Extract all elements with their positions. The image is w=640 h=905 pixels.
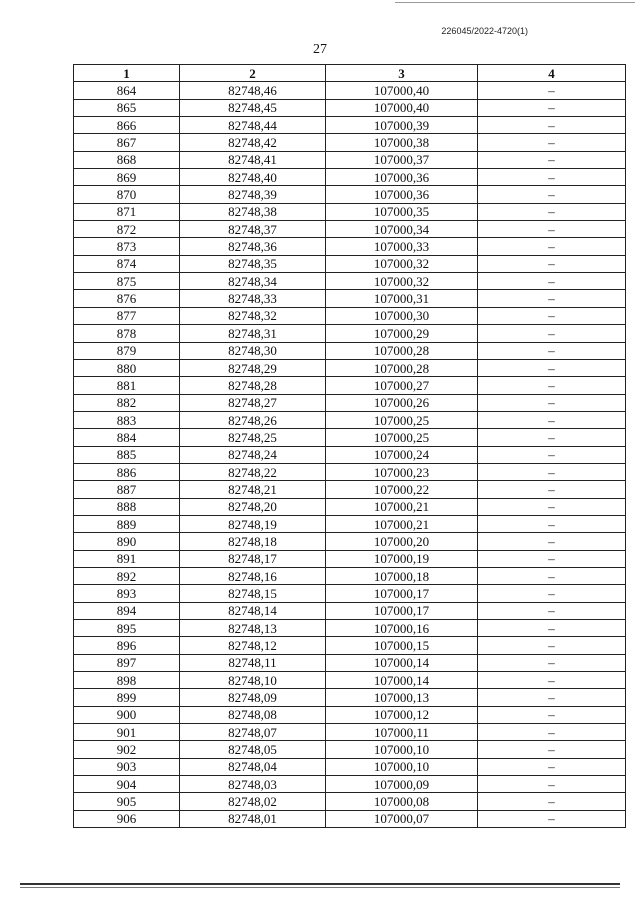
point-number-cell: 900 [74, 706, 180, 723]
x-coordinate-cell: 82748,17 [180, 550, 326, 567]
table-row [74, 602, 626, 619]
document-id: 226045/2022-4720(1) [441, 26, 528, 36]
point-number-cell: 879 [74, 342, 180, 359]
table-row [74, 654, 626, 671]
y-coordinate-cell: 107000,15 [326, 637, 478, 654]
point-number-cell: 870 [74, 186, 180, 203]
point-number-cell: 898 [74, 672, 180, 689]
y-coordinate-cell: 107000,18 [326, 567, 478, 584]
x-coordinate-cell: 82748,05 [180, 741, 326, 758]
point-number-cell: 896 [74, 637, 180, 654]
x-coordinate-cell: 82748,34 [180, 273, 326, 290]
table-row [74, 567, 626, 584]
note-cell: – [478, 342, 626, 359]
x-coordinate-cell: 82748,09 [180, 689, 326, 706]
note-cell: – [478, 620, 626, 637]
note-cell: – [478, 810, 626, 827]
y-coordinate-cell: 107000,07 [326, 810, 478, 827]
point-number-cell: 902 [74, 741, 180, 758]
point-number-cell: 905 [74, 793, 180, 810]
y-coordinate-cell: 107000,27 [326, 377, 478, 394]
table-row [74, 498, 626, 515]
table-row [74, 706, 626, 723]
point-number-cell: 904 [74, 776, 180, 793]
y-coordinate-cell: 107000,08 [326, 793, 478, 810]
x-coordinate-cell: 82748,31 [180, 325, 326, 342]
y-coordinate-cell: 107000,25 [326, 429, 478, 446]
x-coordinate-cell: 82748,12 [180, 637, 326, 654]
x-coordinate-cell: 82748,29 [180, 359, 326, 376]
table-header-row [74, 65, 626, 82]
table-row [74, 255, 626, 272]
point-number-cell: 864 [74, 82, 180, 99]
y-coordinate-cell: 107000,34 [326, 221, 478, 238]
coordinates-table [73, 64, 626, 828]
point-number-cell: 874 [74, 255, 180, 272]
y-coordinate-cell: 107000,23 [326, 463, 478, 480]
x-coordinate-cell: 82748,19 [180, 515, 326, 532]
x-coordinate-cell: 82748,16 [180, 567, 326, 584]
point-number-cell: 866 [74, 117, 180, 134]
point-number-cell: 876 [74, 290, 180, 307]
top-edge-rule [395, 2, 635, 3]
table-row [74, 169, 626, 186]
note-cell: – [478, 533, 626, 550]
x-coordinate-cell: 82748,36 [180, 238, 326, 255]
x-coordinate-cell: 82748,40 [180, 169, 326, 186]
point-number-cell: 868 [74, 151, 180, 168]
y-coordinate-cell: 107000,28 [326, 342, 478, 359]
table-row [74, 533, 626, 550]
note-cell: – [478, 758, 626, 775]
note-cell: – [478, 706, 626, 723]
point-number-cell: 884 [74, 429, 180, 446]
x-coordinate-cell: 82748,18 [180, 533, 326, 550]
note-cell: – [478, 793, 626, 810]
x-coordinate-cell: 82748,04 [180, 758, 326, 775]
x-coordinate-cell: 82748,28 [180, 377, 326, 394]
y-coordinate-cell: 107000,32 [326, 255, 478, 272]
y-coordinate-cell: 107000,37 [326, 151, 478, 168]
x-coordinate-cell: 82748,11 [180, 654, 326, 671]
table-row [74, 585, 626, 602]
x-coordinate-cell: 82748,27 [180, 394, 326, 411]
x-coordinate-cell: 82748,30 [180, 342, 326, 359]
point-number-cell: 891 [74, 550, 180, 567]
y-coordinate-cell: 107000,30 [326, 307, 478, 324]
y-coordinate-cell: 107000,16 [326, 620, 478, 637]
table-row [74, 290, 626, 307]
y-coordinate-cell: 107000,28 [326, 359, 478, 376]
note-cell: – [478, 238, 626, 255]
x-coordinate-cell: 82748,37 [180, 221, 326, 238]
x-coordinate-cell: 82748,42 [180, 134, 326, 151]
table-row [74, 689, 626, 706]
note-cell: – [478, 429, 626, 446]
note-cell: – [478, 186, 626, 203]
note-cell: – [478, 377, 626, 394]
note-cell: – [478, 117, 626, 134]
x-coordinate-cell: 82748,10 [180, 672, 326, 689]
y-coordinate-cell: 107000,13 [326, 689, 478, 706]
y-coordinate-cell: 107000,31 [326, 290, 478, 307]
note-cell: – [478, 498, 626, 515]
note-cell: – [478, 481, 626, 498]
table-row [74, 429, 626, 446]
table-row [74, 672, 626, 689]
table-row [74, 134, 626, 151]
y-coordinate-cell: 107000,10 [326, 758, 478, 775]
note-cell: – [478, 394, 626, 411]
point-number-cell: 871 [74, 203, 180, 220]
y-coordinate-cell: 107000,33 [326, 238, 478, 255]
y-coordinate-cell: 107000,17 [326, 585, 478, 602]
note-cell: – [478, 689, 626, 706]
x-coordinate-cell: 82748,20 [180, 498, 326, 515]
table-row [74, 117, 626, 134]
table-row [74, 221, 626, 238]
x-coordinate-cell: 82748,02 [180, 793, 326, 810]
note-cell: – [478, 567, 626, 584]
point-number-cell: 892 [74, 567, 180, 584]
point-number-cell: 901 [74, 724, 180, 741]
note-cell: – [478, 221, 626, 238]
note-cell: – [478, 637, 626, 654]
x-coordinate-cell: 82748,39 [180, 186, 326, 203]
x-coordinate-cell: 82748,07 [180, 724, 326, 741]
point-number-cell: 878 [74, 325, 180, 342]
point-number-cell: 887 [74, 481, 180, 498]
note-cell: – [478, 741, 626, 758]
note-cell: – [478, 654, 626, 671]
x-coordinate-cell: 82748,25 [180, 429, 326, 446]
table-row [74, 377, 626, 394]
column-header-3: 3 [326, 65, 478, 82]
table-row [74, 151, 626, 168]
point-number-cell: 872 [74, 221, 180, 238]
table-row [74, 186, 626, 203]
table-row [74, 273, 626, 290]
y-coordinate-cell: 107000,12 [326, 706, 478, 723]
y-coordinate-cell: 107000,24 [326, 446, 478, 463]
point-number-cell: 865 [74, 99, 180, 116]
x-coordinate-cell: 82748,44 [180, 117, 326, 134]
table-row [74, 620, 626, 637]
y-coordinate-cell: 107000,40 [326, 99, 478, 116]
point-number-cell: 886 [74, 463, 180, 480]
note-cell: – [478, 290, 626, 307]
point-number-cell: 906 [74, 810, 180, 827]
x-coordinate-cell: 82748,24 [180, 446, 326, 463]
point-number-cell: 888 [74, 498, 180, 515]
note-cell: – [478, 463, 626, 480]
note-cell: – [478, 776, 626, 793]
x-coordinate-cell: 82748,14 [180, 602, 326, 619]
table-row [74, 515, 626, 532]
point-number-cell: 889 [74, 515, 180, 532]
x-coordinate-cell: 82748,41 [180, 151, 326, 168]
table-row [74, 463, 626, 480]
x-coordinate-cell: 82748,46 [180, 82, 326, 99]
x-coordinate-cell: 82748,38 [180, 203, 326, 220]
table-row [74, 99, 626, 116]
point-number-cell: 873 [74, 238, 180, 255]
x-coordinate-cell: 82748,13 [180, 620, 326, 637]
x-coordinate-cell: 82748,08 [180, 706, 326, 723]
point-number-cell: 875 [74, 273, 180, 290]
table-row [74, 325, 626, 342]
point-number-cell: 893 [74, 585, 180, 602]
x-coordinate-cell: 82748,15 [180, 585, 326, 602]
table-body [74, 82, 626, 828]
table-row [74, 411, 626, 428]
point-number-cell: 897 [74, 654, 180, 671]
point-number-cell: 867 [74, 134, 180, 151]
y-coordinate-cell: 107000,25 [326, 411, 478, 428]
x-coordinate-cell: 82748,03 [180, 776, 326, 793]
column-header-2: 2 [180, 65, 326, 82]
y-coordinate-cell: 107000,21 [326, 498, 478, 515]
point-number-cell: 895 [74, 620, 180, 637]
point-number-cell: 899 [74, 689, 180, 706]
note-cell: – [478, 515, 626, 532]
point-number-cell: 877 [74, 307, 180, 324]
note-cell: – [478, 255, 626, 272]
y-coordinate-cell: 107000,22 [326, 481, 478, 498]
table-row [74, 307, 626, 324]
y-coordinate-cell: 107000,35 [326, 203, 478, 220]
column-header-1: 1 [74, 65, 180, 82]
table-row [74, 637, 626, 654]
y-coordinate-cell: 107000,36 [326, 169, 478, 186]
note-cell: – [478, 585, 626, 602]
note-cell: – [478, 203, 626, 220]
y-coordinate-cell: 107000,21 [326, 515, 478, 532]
y-coordinate-cell: 107000,17 [326, 602, 478, 619]
y-coordinate-cell: 107000,10 [326, 741, 478, 758]
point-number-cell: 885 [74, 446, 180, 463]
y-coordinate-cell: 107000,11 [326, 724, 478, 741]
point-number-cell: 903 [74, 758, 180, 775]
point-number-cell: 880 [74, 359, 180, 376]
y-coordinate-cell: 107000,36 [326, 186, 478, 203]
note-cell: – [478, 672, 626, 689]
table-row [74, 342, 626, 359]
note-cell: – [478, 169, 626, 186]
y-coordinate-cell: 107000,39 [326, 117, 478, 134]
note-cell: – [478, 359, 626, 376]
point-number-cell: 881 [74, 377, 180, 394]
table-row [74, 446, 626, 463]
note-cell: – [478, 724, 626, 741]
x-coordinate-cell: 82748,45 [180, 99, 326, 116]
bottom-edge-rule [20, 883, 620, 885]
x-coordinate-cell: 82748,32 [180, 307, 326, 324]
x-coordinate-cell: 82748,33 [180, 290, 326, 307]
y-coordinate-cell: 107000,20 [326, 533, 478, 550]
y-coordinate-cell: 107000,26 [326, 394, 478, 411]
page-number: 27 [313, 42, 327, 57]
table-row [74, 810, 626, 827]
note-cell: – [478, 307, 626, 324]
column-header-4: 4 [478, 65, 626, 82]
table-row [74, 550, 626, 567]
table-row [74, 82, 626, 99]
point-number-cell: 883 [74, 411, 180, 428]
bottom-edge-rule-thin [20, 887, 620, 888]
y-coordinate-cell: 107000,40 [326, 82, 478, 99]
point-number-cell: 869 [74, 169, 180, 186]
x-coordinate-cell: 82748,35 [180, 255, 326, 272]
note-cell: – [478, 411, 626, 428]
y-coordinate-cell: 107000,09 [326, 776, 478, 793]
x-coordinate-cell: 82748,22 [180, 463, 326, 480]
note-cell: – [478, 550, 626, 567]
note-cell: – [478, 325, 626, 342]
y-coordinate-cell: 107000,29 [326, 325, 478, 342]
point-number-cell: 882 [74, 394, 180, 411]
point-number-cell: 894 [74, 602, 180, 619]
y-coordinate-cell: 107000,19 [326, 550, 478, 567]
note-cell: – [478, 134, 626, 151]
point-number-cell: 890 [74, 533, 180, 550]
table-row [74, 793, 626, 810]
note-cell: – [478, 602, 626, 619]
note-cell: – [478, 446, 626, 463]
note-cell: – [478, 273, 626, 290]
table-row [74, 203, 626, 220]
table-row [74, 758, 626, 775]
y-coordinate-cell: 107000,14 [326, 654, 478, 671]
y-coordinate-cell: 107000,32 [326, 273, 478, 290]
table-row [74, 776, 626, 793]
note-cell: – [478, 99, 626, 116]
x-coordinate-cell: 82748,21 [180, 481, 326, 498]
table-row [74, 359, 626, 376]
table-row [74, 238, 626, 255]
table-row [74, 394, 626, 411]
y-coordinate-cell: 107000,14 [326, 672, 478, 689]
note-cell: – [478, 151, 626, 168]
table-row [74, 481, 626, 498]
x-coordinate-cell: 82748,01 [180, 810, 326, 827]
x-coordinate-cell: 82748,26 [180, 411, 326, 428]
table-row [74, 741, 626, 758]
y-coordinate-cell: 107000,38 [326, 134, 478, 151]
table-row [74, 724, 626, 741]
note-cell: – [478, 82, 626, 99]
